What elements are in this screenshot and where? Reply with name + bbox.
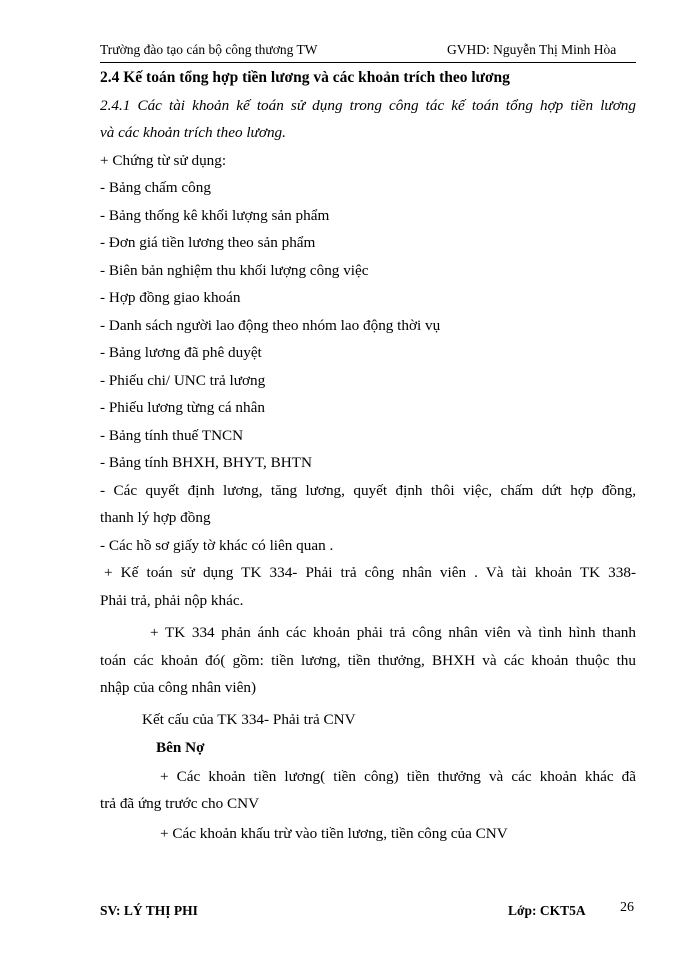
accounts-line-1: + Kế toán sử dụng TK 334- Phải trả công nhân viên . Và tài khoản TK 338- bbox=[104, 564, 636, 581]
structure-title: Kết cấu của TK 334- Phải trả CNV bbox=[142, 710, 356, 728]
list-item: - Bảng lương đã phê duyệt bbox=[100, 344, 262, 361]
accounts-line-2: Phải trả, phải nộp khác. bbox=[100, 591, 244, 609]
footer-student: SV: LÝ THỊ PHI bbox=[100, 903, 198, 918]
page-header bbox=[100, 40, 636, 63]
list-item: - Bảng thống kê khối lượng sản phẩm bbox=[100, 206, 330, 224]
page-content bbox=[100, 64, 636, 847]
section-heading: 2.4 Kế toán tổng hợp tiền lương và các khoản trích theo lương bbox=[100, 69, 510, 86]
tk334-line-1: + TK 334 phản ánh các khoản phải trả công nhân viên và tình hình thanh bbox=[150, 624, 636, 641]
tk334-line-3: nhập của công nhân viên) bbox=[100, 679, 257, 696]
list-item: - Bảng tính BHXH, BHYT, BHTN bbox=[100, 454, 312, 471]
subsection-heading-line-1: 2.4.1 Các tài khoản kế toán sử dụng trong công tác kế toán tổng hợp tiền lương bbox=[100, 96, 636, 114]
header-school: Trường đào tạo cán bộ công thương TW bbox=[100, 42, 318, 57]
list-item: - Bảng chấm công bbox=[100, 179, 211, 196]
documents-title: + Chứng từ sử dụng: bbox=[100, 151, 227, 169]
subsection-heading-line-2: và các khoản trích theo lương. bbox=[100, 124, 286, 141]
list-item: - Phiếu chi/ UNC trả lương bbox=[100, 371, 266, 389]
list-item: - Hợp đồng giao khoán bbox=[100, 289, 241, 306]
list-item: - Đơn giá tiền lương theo sản phẩm bbox=[100, 234, 316, 251]
decisions-line-1: - Các quyết định lương, tăng lương, quyết định thôi việc, chấm dứt hợp đồng, bbox=[100, 481, 636, 499]
decisions-line-2: thanh lý hợp đồng bbox=[100, 509, 211, 526]
other-documents: - Các hồ sơ giấy tờ khác có liên quan . bbox=[100, 536, 334, 554]
page-footer bbox=[100, 900, 640, 923]
footer-class: Lớp: CKT5A bbox=[508, 903, 586, 918]
list-item: - Phiếu lương từng cá nhân bbox=[100, 399, 265, 416]
page-number: 26 bbox=[620, 900, 634, 915]
tk334-line-2: toán các khoản đó( gồm: tiền lương, tiền thưởng, BHXH và các khoản thuộc thu bbox=[100, 651, 636, 669]
list-item: - Danh sách người lao động theo nhóm lao động thời vụ bbox=[100, 316, 441, 334]
list-item: - Bảng tính thuế TNCN bbox=[100, 426, 244, 444]
list-item: - Biên bản nghiệm thu khối lượng công việc bbox=[100, 261, 369, 279]
debit-item-1-line-2: trả đã ứng trước cho CNV bbox=[100, 795, 260, 812]
header-advisor: GVHD: Nguyễn Thị Minh Hòa bbox=[447, 42, 617, 57]
debit-item-2: + Các khoản khấu trừ vào tiền lương, tiền công của CNV bbox=[160, 824, 508, 842]
debit-item-1-line-1: + Các khoản tiền lương( tiền công) tiền thưởng và các khoản khác đã bbox=[160, 767, 636, 785]
debit-title: Bên Nợ bbox=[156, 739, 205, 756]
